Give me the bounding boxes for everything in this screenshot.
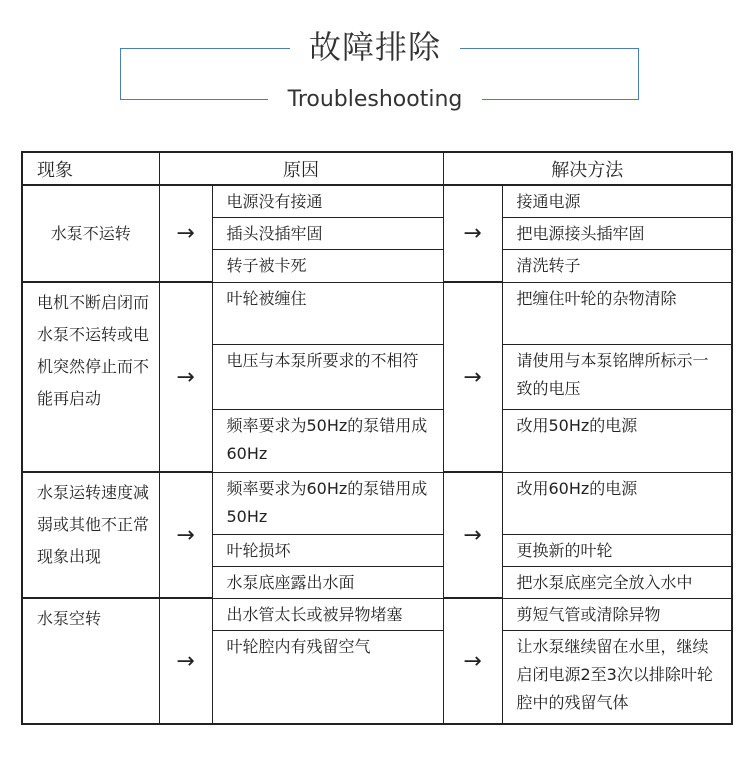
column-header-cause: 原因 bbox=[159, 152, 443, 185]
solution-cell: 把缠住叶轮的杂物清除 bbox=[502, 282, 732, 344]
cause-cell: 频率要求为60Hz的泵错用成50Hz bbox=[212, 472, 443, 534]
solution-cell: 请使用与本泵铭牌所标示一致的电压 bbox=[502, 344, 732, 409]
cause-cell: 水泵底座露出水面 bbox=[212, 566, 443, 598]
cause-cell: 出水管太长或被异物堵塞 bbox=[212, 598, 443, 630]
phenomenon-cell: 水泵运转速度减弱或其他不正常现象出现 bbox=[22, 472, 159, 598]
cause-cell: 转子被卡死 bbox=[212, 249, 443, 282]
table-row bbox=[22, 282, 732, 344]
arrow-right-icon: → bbox=[159, 185, 212, 282]
solution-cell: 让水泵继续留在水里，继续启闭电源2至3次以排除叶轮腔中的残留气体 bbox=[502, 630, 732, 724]
table-row bbox=[22, 598, 732, 630]
arrow-right-icon: → bbox=[159, 282, 212, 472]
page-subtitle: Troubleshooting bbox=[268, 86, 482, 114]
solution-cell: 把水泵底座完全放入水中 bbox=[502, 566, 732, 598]
arrow-right-icon: → bbox=[443, 282, 502, 472]
table-row bbox=[22, 185, 732, 217]
cause-cell: 叶轮被缠住 bbox=[212, 282, 443, 344]
phenomenon-cell: 水泵不运转 bbox=[22, 185, 159, 282]
solution-cell: 更换新的叶轮 bbox=[502, 534, 732, 566]
arrow-right-icon: → bbox=[159, 598, 212, 724]
column-header-phenomenon: 现象 bbox=[22, 152, 159, 185]
cause-cell: 电源没有接通 bbox=[212, 185, 443, 217]
arrow-right-icon: → bbox=[443, 598, 502, 724]
cause-cell: 电压与本泵所要求的不相符 bbox=[212, 344, 443, 409]
solution-cell: 把电源接头插牢固 bbox=[502, 217, 732, 249]
solution-cell: 清洗转子 bbox=[502, 249, 732, 282]
solution-cell: 剪短气管或清除异物 bbox=[502, 598, 732, 630]
table-row bbox=[22, 472, 732, 534]
cause-cell: 频率要求为50Hz的泵错用成60Hz bbox=[212, 409, 443, 472]
section-header bbox=[0, 0, 750, 130]
cause-cell: 插头没插牢固 bbox=[212, 217, 443, 249]
solution-cell: 接通电源 bbox=[502, 185, 732, 217]
solution-cell: 改用60Hz的电源 bbox=[502, 472, 732, 534]
column-header-solution: 解决方法 bbox=[443, 152, 732, 185]
page-title: 故障排除 bbox=[290, 24, 460, 70]
troubleshooting-table bbox=[21, 151, 733, 725]
phenomenon-cell: 水泵空转 bbox=[22, 598, 159, 724]
cause-cell: 叶轮腔内有残留空气 bbox=[212, 630, 443, 724]
solution-cell: 改用50Hz的电源 bbox=[502, 409, 732, 472]
table-header-row bbox=[22, 152, 732, 185]
arrow-right-icon: → bbox=[159, 472, 212, 598]
arrow-right-icon: → bbox=[443, 185, 502, 282]
cause-cell: 叶轮损坏 bbox=[212, 534, 443, 566]
phenomenon-cell: 电机不断启闭而水泵不运转或电机突然停止而不能再启动 bbox=[22, 282, 159, 472]
arrow-right-icon: → bbox=[443, 472, 502, 598]
